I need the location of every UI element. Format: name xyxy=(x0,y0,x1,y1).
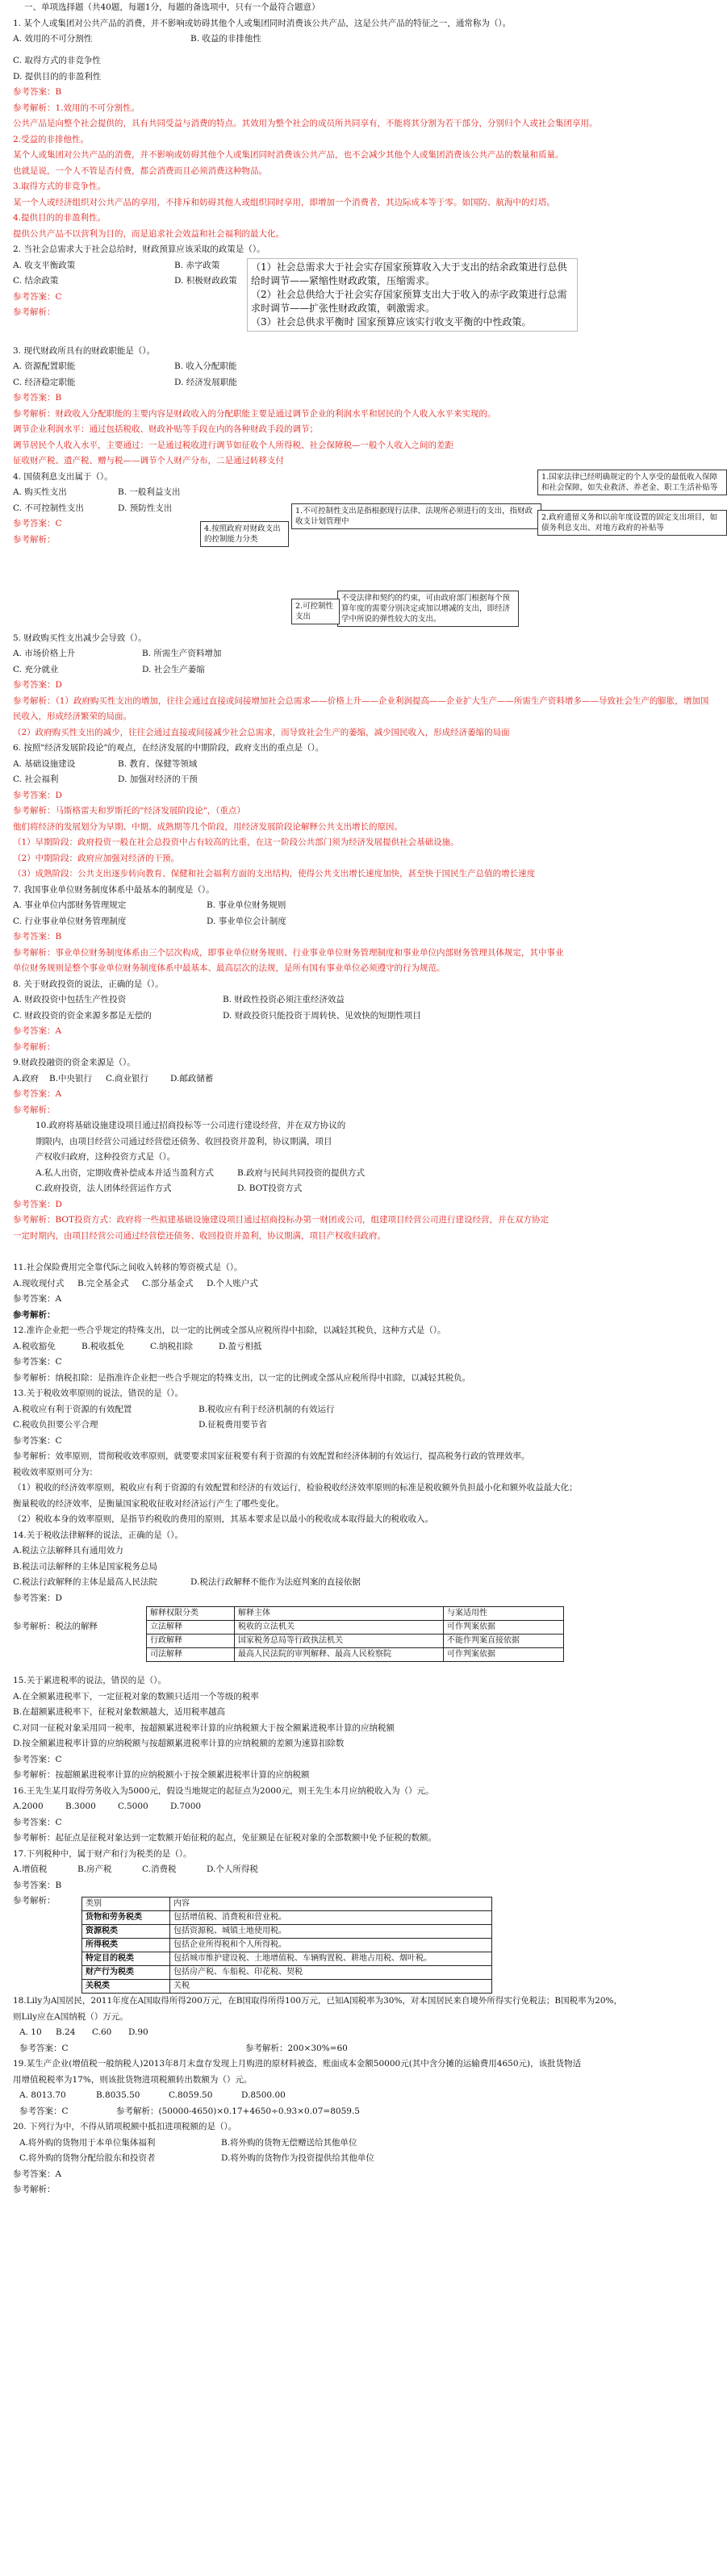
answer: 参考答案：D xyxy=(13,680,62,690)
table-cell: 包括资源税、城镇土地使用税。 xyxy=(170,1925,492,1939)
option: A.税法立法解释具有通用效力 xyxy=(13,1546,123,1555)
option: B.税法司法解释的主体是国家税务总局 xyxy=(13,1561,158,1572)
option: A. 市场价格上升 xyxy=(13,649,76,658)
table-row xyxy=(147,1648,564,1662)
analysis-line: 也就是说，一个人不管是否付费，都会消费而且必须消费这种物品。 xyxy=(13,165,267,176)
table-row xyxy=(82,1939,492,1952)
table-cell: 货物和劳务税类 xyxy=(82,1911,170,1925)
option: B.在超额累进税率下，征税对象数额越大，适用税率越高 xyxy=(13,1707,226,1717)
analysis-label: 参考解析： xyxy=(13,307,56,317)
option: B. 事业单位财务规则 xyxy=(207,900,286,910)
answer: 参考答案：C xyxy=(13,1817,62,1827)
question-stem: 9.财政投融资的资金来源是（）。 xyxy=(13,1058,136,1067)
option: B.3000 xyxy=(65,1802,96,1811)
option: B.完全基金式 xyxy=(77,1278,129,1288)
option: D. 提供目的的非盈利性 xyxy=(13,71,102,81)
analysis-line: 税收效率原则可分为： xyxy=(13,1467,98,1477)
option: B.将外购的货物无偿赠送给其他单位 xyxy=(221,2137,357,2148)
option: A. 10 xyxy=(19,2027,42,2037)
table-cell: 包括企业所得税和个人所得税。 xyxy=(170,1939,492,1952)
table-cell: 司法解释 xyxy=(147,1648,235,1662)
question-5 xyxy=(13,631,712,741)
answer: 参考答案：C xyxy=(19,2043,69,2053)
question-stem: 8. 关于财政投资的说法，正确的是（）。 xyxy=(13,979,164,989)
analysis-line: 参考解析：BOT投资方式：政府将一些拟建基础设施建设项目通过招商投标办第一财团或公司，组建项目经营公司进行建设经营，并在双方协定 xyxy=(13,1215,549,1225)
answer: 参考答案：A xyxy=(13,1294,62,1304)
analysis-row xyxy=(13,1893,712,1994)
box-line: （1）社会总需求大于社会实存国家预算收入大于支出的结余政策进行总供给时调节——紧缩性财政政策，压缩需求。 xyxy=(251,261,567,286)
analysis-line: 调节居民个人收入水平，主要通过：一是通过税收进行调节如征收个人所得税、社会保障税—一般个人收入之间的差距 xyxy=(13,440,453,450)
option: C.税收负担要公平合理 xyxy=(13,1420,98,1430)
option: D. 社会生产萎缩 xyxy=(142,664,205,674)
option: B.税收应有利于经济机制的有效运行 xyxy=(198,1404,335,1414)
table-header: 类别 xyxy=(82,1898,170,1911)
option: A. 事业单位内部财务管理规定 xyxy=(13,900,127,910)
table-cell: 资源税类 xyxy=(82,1925,170,1939)
option: D.个人账户式 xyxy=(207,1278,258,1288)
analysis-line: 参考解析：200×30%=60 xyxy=(245,2043,348,2053)
table-cell: 可作判案依据 xyxy=(444,1648,564,1662)
table-row xyxy=(147,1621,564,1635)
analysis-label: 参考解析： xyxy=(13,2185,56,2194)
option: D.个人所得税 xyxy=(207,1864,258,1874)
tax-category-table xyxy=(81,1897,492,1994)
option: C. 社会福利 xyxy=(13,774,59,784)
question-stem: 6. 按照"经济发展阶段论"的观点，在经济发展的中期阶段，政府支出的重点是（）。 xyxy=(13,743,324,753)
table-row xyxy=(82,1966,492,1980)
table-cell: 行政解释 xyxy=(147,1635,235,1648)
table-cell: 国家税务总局等行政执法机关 xyxy=(235,1635,444,1648)
question-10 xyxy=(13,1118,712,1197)
answer: 参考答案：B xyxy=(13,393,62,403)
option: B.政府与民间共同投资的提供方式 xyxy=(237,1167,366,1178)
question-1 xyxy=(13,16,712,243)
question-stem: 10.政府将基础设施建设项目通过招商投标等一公司进行建设经营，并在双方协议的 xyxy=(36,1121,346,1130)
question-14 xyxy=(13,1528,712,1663)
option: D. BOT投资方式 xyxy=(237,1184,303,1193)
answer-row xyxy=(13,2104,712,2120)
option-row xyxy=(13,662,712,678)
analysis-line: 公共产品是向整个社会提供的，具有共同受益与消费的特点。其效用为整个社会的成员所共同享有，不能将其分割为若干部分，分别归个人或社会集团享用。 xyxy=(13,119,598,128)
option: A.现收现付式 xyxy=(13,1278,65,1288)
box-line: （3）社会总供求平衡时 国家预算应该实行收支平衡的中性政策。 xyxy=(251,316,532,328)
option-row xyxy=(13,772,712,788)
answer: 参考答案：B xyxy=(13,1880,62,1890)
mindmap-node: 4.按照政府对财政支出的控制能力分类 xyxy=(200,521,289,547)
option: B. 财政性投资必须注重经济效益 xyxy=(223,995,345,1004)
question-17 xyxy=(13,1847,712,1994)
option: B.房产税 xyxy=(77,1864,112,1874)
question-9 xyxy=(13,1055,712,1118)
analysis-line: 参考解析：效率原则，贯彻税收效率原则，就要要求国家征税要有利于资源的有效配置和经济体制的有效运行，提高税务行政的管理效率。 xyxy=(13,1451,530,1461)
mindmap-node: 2.可控制性支出 xyxy=(291,599,340,624)
question-16 xyxy=(13,1784,712,1847)
table-cell: 财产行为税类 xyxy=(82,1966,170,1980)
analysis-line: 参考解析：1.效用的不可分割性。 xyxy=(13,102,140,113)
option-row xyxy=(13,1402,712,1418)
table-cell: 关税类 xyxy=(82,1980,170,1994)
table-header: 内容 xyxy=(170,1898,492,1911)
option-row xyxy=(13,757,712,773)
option: D. 积极财政政策 xyxy=(174,276,237,286)
option: B.8035.50 xyxy=(96,2090,140,2100)
option: B.24 xyxy=(56,2027,76,2037)
question-stem: 15.关于累进税率的说法，错误的是（）。 xyxy=(13,1676,166,1685)
question-stem: 期限内，由项目经营公司通过经营偿还债务、收回投资并盈利，协议期满，项目 xyxy=(36,1136,332,1146)
option: C. 结余政策 xyxy=(13,276,59,286)
option: C. 不可控制性支出 xyxy=(13,503,84,513)
answer-row xyxy=(13,2041,712,2057)
question-12 xyxy=(13,1323,712,1386)
analysis-line: 参考解析：纳税扣除：是指准许企业把一些合乎规定的特殊支出，以一定的比例或全部从应税所得中扣除，以减轻其税负。 xyxy=(13,1372,470,1383)
table-cell: 最高人民法院的审判解释、最高人民检察院 xyxy=(235,1648,444,1662)
table-cell: 包括增值税、消费税和营业税。 xyxy=(170,1911,492,1925)
question-stem: 5. 财政购买性支出减少会导致（）。 xyxy=(13,633,147,643)
mindmap-node: 1.国家法律已经明确规定的个人享受的最低收入保障和社会保障，如失业救济、养老金、职工生活补贴等 xyxy=(537,470,727,495)
answer: 参考答案：C xyxy=(13,1435,62,1446)
option: A.税收豁免 xyxy=(13,1341,56,1351)
answer: 参考答案：D xyxy=(13,1593,62,1603)
option: D.税法行政解释不能作为法庭判案的直接依据 xyxy=(190,1577,361,1587)
analysis-line: 参考解析：财政收入分配职能的主要内容是财政收入的分配职能主要是通过调节企业的利润水平和居民的个人收入水平来实现的。 xyxy=(13,408,496,419)
option: A. 资源配置职能 xyxy=(13,361,76,371)
option: D.90 xyxy=(128,2027,148,2037)
option: A.私人出资，定期收费补偿成本并适当盈利方式 xyxy=(36,1167,214,1178)
answer: 参考答案：C xyxy=(13,519,62,528)
option: C.将外购的货物分配给股东和投资者 xyxy=(19,2153,156,2163)
analysis-line: 4.提供目的的非盈利性。 xyxy=(13,213,107,223)
option: C.5000 xyxy=(118,1802,148,1811)
table-cell: 包括城市维护建设税、土地增值税、车辆购置税、耕地占用税、烟叶税。 xyxy=(170,1952,492,1966)
table-header: 解释主体 xyxy=(235,1607,444,1621)
question-19 xyxy=(13,2056,712,2119)
option: B. 所需生产资料增加 xyxy=(142,649,222,658)
table-row xyxy=(147,1635,564,1648)
option: B.税收抵免 xyxy=(81,1341,125,1351)
analysis-line: 征收财产税、遗产税、赠与税——调节个人财产分布，二是通过转移支付 xyxy=(13,456,284,466)
analysis-line: 提供公共产品不以营利为目的，而是追求社会效益和社会福利的最大化。 xyxy=(13,228,284,239)
table-cell: 立法解释 xyxy=(147,1621,235,1635)
option-row xyxy=(13,898,712,914)
option: C. 行业事业单位财务管理制度 xyxy=(13,916,127,926)
question-4 xyxy=(13,470,718,631)
option: D.8500.00 xyxy=(241,2090,286,2100)
option: A. 8013.70 xyxy=(19,2090,66,2100)
option: A.增值税 xyxy=(13,1864,48,1874)
option-row xyxy=(13,992,712,1008)
analysis-line: 一定时期内，由项目经营公司通过经营偿还债务、收回投资并盈利，协议期满，项目产权收归政府。 xyxy=(13,1230,386,1241)
answer: 参考答案：A xyxy=(13,2169,62,2179)
analysis-line: 参考解析：起征点是征税对象达到一定数额开始征税的起点，免征额是在征税对象的全部数额中免予征税的数额。 xyxy=(13,1833,437,1843)
answer: 参考答案：C xyxy=(13,1357,62,1367)
analysis-line: 参考解析：按超额累进税率计算的应纳税额小于按全额累进税率计算的应纳税额 xyxy=(13,1770,310,1780)
option: A.在全额累进税率下，一定征税对象的数额只适用一个等级的税率 xyxy=(13,1691,259,1701)
option-row xyxy=(36,1166,712,1182)
option: D.7000 xyxy=(170,1802,202,1811)
option: B. 教育、保健等领域 xyxy=(118,758,198,769)
table-cell: 关税 xyxy=(170,1980,492,1994)
option-row xyxy=(13,2088,712,2104)
question-stem: 17.下列税种中，属于财产和行为税类的是（）。 xyxy=(13,1848,192,1859)
question-stem: 11.社会保险费用完全靠代际之间收入转移的筹资模式是（）。 xyxy=(13,1263,243,1272)
option: D. 事业单位会计制度 xyxy=(207,916,286,926)
answer: 参考答案：C xyxy=(13,1754,62,1764)
table-cell: 可作判案依据 xyxy=(444,1621,564,1635)
question-20 xyxy=(13,2119,712,2198)
analysis-line: 参考解析：(50000-4650)×0.17+4650÷0.93×0.07=8059.5 xyxy=(116,2106,360,2116)
analysis-label: 参考解析： xyxy=(13,1309,56,1320)
table-cell: 包括房产税、车船税、印花税、契税 xyxy=(170,1966,492,1980)
analysis-line: 调节企业利润水平：通过包括税收、财政补贴等手段在内的各种财政手段的调节； xyxy=(13,424,318,434)
question-stem: 20. 下列行为中，不得从销项税额中抵扣进项税额的是（）。 xyxy=(13,2122,237,2131)
question-stem: 16.王先生某月取得劳务收入为5000元，假设当地规定的起征点为2000元，则王先生本月应纳税收入为（）元。 xyxy=(13,1785,434,1796)
option-row xyxy=(13,1575,712,1591)
table-header-row xyxy=(147,1607,564,1621)
option-row xyxy=(13,1276,712,1292)
question-stem: 3. 现代财政所具有的财政职能是（）。 xyxy=(13,345,156,356)
question-stem: 2. 当社会总需求大于社会总给时，财政预算应该采取的政策是（）。 xyxy=(13,244,265,254)
option-row xyxy=(13,1799,712,1815)
analysis-line: （2）税收本身的效率原则，是指节约税收的费用的原则，其基本要求是以最小的税收成本取得最大的税收收入。 xyxy=(13,1514,434,1524)
answer: 参考答案：D xyxy=(13,790,62,800)
table-cell: 特定目的税类 xyxy=(82,1952,170,1966)
option-row xyxy=(13,646,712,662)
option-row xyxy=(13,375,712,391)
analysis-line: 某一个人或经济组织对公共产品的享用，不排斥和妨碍其他人或组织同时享用，即增加一个消费者，其边际成本等于零。如国防、航海中的灯塔。 xyxy=(13,197,555,207)
option: D. 财政投资只能投资于周转快、见效快的短期性项目 xyxy=(223,1010,421,1021)
analysis-label: 参考解析：税法的解释 xyxy=(13,1622,98,1631)
option: C.政府投资，法人团体经营运作方式 xyxy=(36,1184,172,1193)
analysis-line: 某个人或集团对公共产品的消费，并不影响或妨碍其他个人或集团同时消费该公共产品，也不会减少其他个人或集团消费该公共产品的数量和质量。 xyxy=(13,150,564,160)
option: D.邮政储蓄 xyxy=(170,1073,214,1083)
option-row xyxy=(13,1417,712,1434)
option-row xyxy=(13,1339,712,1355)
question-stem: 产权收归政府，这种投资方式是（）。 xyxy=(36,1152,176,1162)
option-row xyxy=(13,359,712,375)
answer: 参考答案：A xyxy=(13,1026,62,1036)
analysis-label: 参考解析： xyxy=(13,1104,56,1115)
option: D. 预防性支出 xyxy=(118,503,173,513)
option-row xyxy=(13,2151,712,2167)
question-2 xyxy=(13,242,712,344)
analysis-label: 参考解析： xyxy=(13,534,56,545)
option: A. 财政投资中包括生产性投资 xyxy=(13,995,127,1004)
option-row xyxy=(13,2136,712,2152)
option: A. 购买性支出 xyxy=(13,487,67,497)
option: C. 财政投资的资金来源多都是无偿的 xyxy=(13,1010,152,1021)
option: C.部分基金式 xyxy=(142,1278,194,1288)
answer: 参考答案：A xyxy=(13,1089,62,1099)
option: B. 一般利益支出 xyxy=(118,487,181,497)
answer: 参考答案：C xyxy=(19,2106,69,2116)
option: A. 效用的不可分割性 xyxy=(13,34,93,44)
question-stem: 7. 我国事业单位财务制度体系中最基本的制度是（）。 xyxy=(13,884,215,895)
table-cell: 所得税类 xyxy=(82,1939,170,1952)
question-8 xyxy=(13,977,712,1056)
question-18 xyxy=(13,1994,712,2056)
option: D.征税费用要节省 xyxy=(198,1420,267,1430)
mindmap-node: 不受法律和契约的约束，可由政府部门根据每个预算年度的需要分别决定或加以增减的支出，即经济学中所说的弹性较大的支出。 xyxy=(337,591,519,627)
option: A. 收支平衡政策 xyxy=(13,260,76,270)
question-stem: 4. 国债利息支出属于（）。 xyxy=(13,471,113,482)
option: B. 收入分配职能 xyxy=(174,361,237,371)
analysis-line: 单位财务规则是整个事业单位财务制度体系中最基本、最高层次的法规，是所有国有事业单位必须遵守的行为规范。 xyxy=(13,963,445,973)
analysis-line: （3）成熟阶段：公共支出逐步转向教育、保健和社会福利方面的支出结构，使得公共支出增长速度加快，甚至快于国民生产总值的增长速度 xyxy=(13,869,536,879)
box-line: （2）社会总供给大于社会实存国家预算支出大于收入的赤字政策进行总需求时调节——扩张性财政政策，刺激需求。 xyxy=(251,289,567,314)
table-cell: 税收的立法机关 xyxy=(235,1621,444,1635)
option: A. 基础设施建设 xyxy=(13,758,76,769)
option-row xyxy=(36,1181,712,1197)
question-13 xyxy=(13,1386,712,1528)
question-6 xyxy=(13,741,712,883)
analysis-line: 参考解析：（1）政府购买性支出的增加，往往会通过直接或间接增加社会总需求——价格上升——企业利润提高——企业扩大生产——所需生产资料增多——导致社会生产的膨胀，增加国民收入，形成经济繁荣的局面。 xyxy=(13,695,709,721)
option: D. 经济发展职能 xyxy=(174,377,237,387)
option: B. 赤字政策 xyxy=(174,260,220,270)
answer: 参考答案：D xyxy=(13,1199,62,1209)
answer: 参考答案：B xyxy=(13,87,62,97)
mindmap-node: 1.不可控制性支出是指根据现行法律、法规所必须进行的支出，指财政收支计划管理中 xyxy=(291,503,541,529)
analysis-line: 他们将经济的发展划分为早期、中期、成熟期等几个阶段，用经济发展阶段论解释公共支出增长的原因。 xyxy=(13,821,403,832)
question-stem: 19.某生产企业(增值税一般纳税人)2013年8月末盘存发现上月购进的原材料被盗，账面成本金额50000元(其中含分摊的运输费用4650元)，该批货物适 xyxy=(13,2059,582,2069)
option-row xyxy=(13,1071,712,1088)
question-stem: 13.关于税收效率原则的说法，错误的是（）。 xyxy=(13,1388,183,1398)
table-header-row xyxy=(82,1898,492,1911)
table-row xyxy=(82,1980,492,1994)
option: D.将外购的货物作为投资提供给其他单位 xyxy=(221,2153,374,2163)
policy-note-box xyxy=(247,258,578,332)
question-7 xyxy=(13,883,712,977)
option: B. 收益的非排他性 xyxy=(190,34,261,44)
option: A.2000 xyxy=(13,1802,44,1811)
analysis-line: 参考解析：事业单位财务制度体系由三个层次构成，即事业单位财务规则、行业事业单位财务管理制度和事业单位内部财务管理具体规定，其中事业 xyxy=(13,947,564,958)
table-header: 解释权限分类 xyxy=(147,1607,235,1621)
option: A.税收应有利于资源的有效配置 xyxy=(13,1404,132,1414)
option-row xyxy=(13,2025,712,2041)
option: A.将外购的货物用于本单位集体福利 xyxy=(19,2137,156,2148)
question-stem: 12.准许企业把一些合乎规定的特殊支出，以一定的比例或全部从应税所得中扣除，以减轻其税负，这种方式是（）。 xyxy=(13,1326,446,1335)
analysis-line: （1）早期阶段：政府投资一般在社会总投资中占有较高的比重，在这一阶段公共部门须为经济发展提供社会基础设施。 xyxy=(13,837,459,847)
mindmap-node: 2.政府遗留义务和以前年度设置的固定支出项目，如债务利息支出、对地方政府的补贴等 xyxy=(537,510,727,536)
option: D.盈亏相抵 xyxy=(219,1341,262,1351)
table-header: 与案适用性 xyxy=(444,1607,564,1621)
question-3 xyxy=(13,344,712,470)
option-row xyxy=(13,1008,712,1025)
option: C.纳税扣除 xyxy=(150,1341,193,1351)
question-stem: 则Lily应在A国纳税（）万元。 xyxy=(13,2011,128,2022)
option: D. 加强对经济的干预 xyxy=(118,774,198,784)
section-title: 一、单项选择题（共40题，每题1分，每题的备选项中，只有一个最符合题意） xyxy=(24,2,320,12)
option: C. 取得方式的非竞争性 xyxy=(13,56,101,65)
question-15 xyxy=(13,1673,712,1784)
question-stem: 用增值税税率为17%，则该批货物进项税额转出数额为（）元。 xyxy=(13,2074,253,2085)
table-cell: 不能作判案直接依据 xyxy=(444,1635,564,1648)
analysis-line: 3.取得方式的非竞争性。 xyxy=(13,182,107,191)
option-row xyxy=(13,914,712,930)
table-row xyxy=(82,1925,492,1939)
question-stem: 1. 某个人或集团对公共产品的消费，并不影响或妨碍其他个人或集团同时消费该公共产品，这是公共产品的特征之一，通常称为（）。 xyxy=(13,18,512,28)
option: C.对同一征税对象采用同一税率，按超额累进税率计算的应纳税额大于按全额累进税率计算的应纳税额 xyxy=(13,1722,395,1733)
answer: 参考答案：B xyxy=(13,932,62,941)
analysis-line: （2）政府购买性支出的减少，往往会通过直接或间接减少社会总需求，而导致社会生产的萎缩，减少国民收入，形成经济萎缩的局面 xyxy=(13,727,510,737)
analysis-line: 参考解析：马斯格雷夫和罗斯托的"经济发展阶段论"，（重点） xyxy=(13,806,245,816)
table-row xyxy=(82,1911,492,1925)
option: D.按全额累进税率计算的应纳税额与按超额累进税率计算的应纳税额的差额为速算扣除数 xyxy=(13,1739,345,1748)
option: C.消费税 xyxy=(142,1864,177,1874)
analysis-row xyxy=(13,1606,712,1662)
analysis-line: 衡量税收的经济效率，是衡量国家税收征收对经济运行产生了哪些变化。 xyxy=(13,1498,284,1509)
interpretation-table xyxy=(146,1606,564,1662)
option: B.中央银行 xyxy=(49,1073,93,1083)
option: C.8059.50 xyxy=(169,2090,213,2100)
option: C.60 xyxy=(92,2027,112,2037)
option-row xyxy=(13,1862,712,1878)
option: C. 经济稳定职能 xyxy=(13,377,76,387)
analysis-label: 参考解析： xyxy=(13,1896,56,1906)
answer: 参考答案：C xyxy=(13,291,62,302)
option: C. 充分就业 xyxy=(13,664,59,674)
analysis-label: 参考解析： xyxy=(13,1042,56,1052)
question-stem: 14.关于税收法律解释的说法，正确的是（）。 xyxy=(13,1530,183,1540)
analysis-line: （2）中期阶段：政府应加强对经济的干预。 xyxy=(13,853,180,863)
analysis-line: （1）税收的经济效率原则，税收应有利于资源的有效配置和经济的有效运行，检验税收经济效率原则的标准是税收额外负担最小化和额外收益最大化； xyxy=(13,1483,578,1493)
table-row xyxy=(82,1952,492,1966)
option: C.税法行政解释的主体是最高人民法院 xyxy=(13,1577,157,1587)
option: A.政府 xyxy=(13,1073,39,1083)
option: C.商业银行 xyxy=(106,1073,148,1083)
analysis-line: 2.受益的非排他性。 xyxy=(13,134,90,144)
question-stem: 18.Lily为A国居民，2011年度在A国取得所得200万元，在B国取得所得100万元，已知A国税率为30%，对本国居民来自境外所得实行免税法；B国税率为20%， xyxy=(13,1996,622,2006)
question-11 xyxy=(13,1260,712,1323)
